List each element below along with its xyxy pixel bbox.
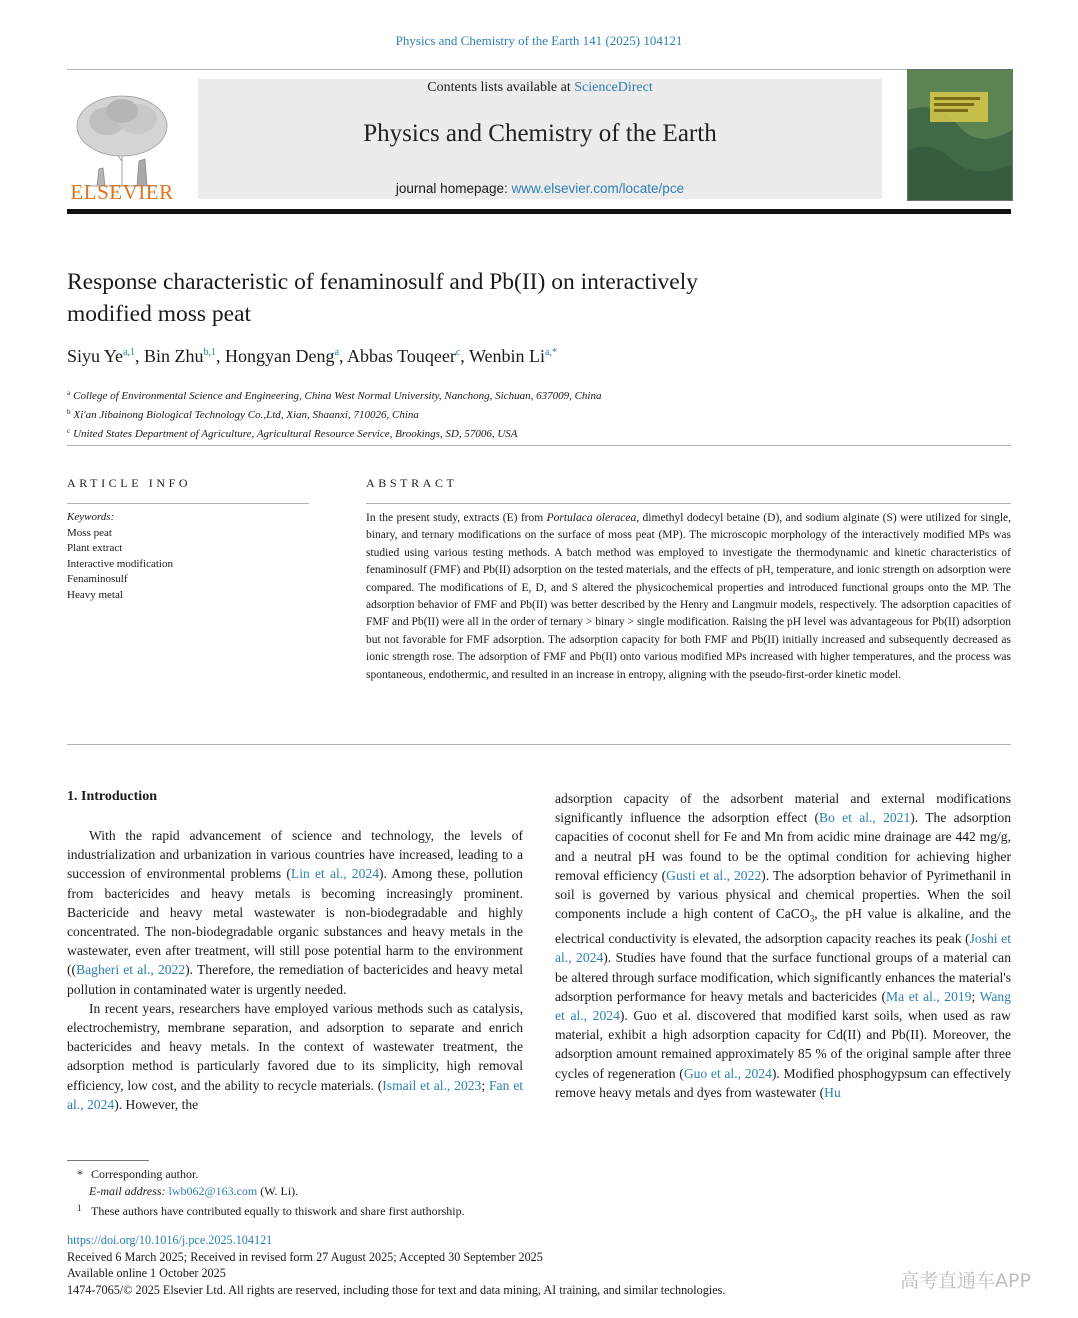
affiliation-item: $^b$ Xi'an Jibainong Biological Technology Co.,Ltd, Xian, Shaanxi, 710026, China	[67, 408, 419, 421]
article-title-line-1: Response characteristic of fenaminosulf and Pb(II) on interactively	[67, 269, 699, 295]
citation-link[interactable]: Ismail et al., 2023	[382, 1077, 482, 1093]
contents-line	[198, 80, 882, 96]
app-watermark: 高考直通车APP	[900, 1270, 1031, 1292]
header-thick-rule	[67, 209, 1011, 214]
body-column-left	[67, 826, 523, 1114]
citation-link[interactable]: Bo et al., 2021	[819, 810, 911, 826]
abstract-heading: ABSTRACT	[366, 476, 458, 490]
keyword-item: Moss peat	[67, 526, 112, 539]
footnote-corresponding: * Corresponding author.	[77, 1167, 199, 1181]
publication-info	[67, 1232, 1011, 1298]
affiliation-item: $^a$ College of Environmental Science and Engineering, China West Normal University, Nanchong, Sichuan, 637009, China	[67, 389, 602, 402]
body-column-right	[555, 789, 1011, 1102]
keywords-block	[67, 510, 307, 604]
keyword-item: Heavy metal	[67, 588, 123, 601]
affiliation-divider	[67, 445, 1011, 446]
abstract-text: In the present study, extracts (E) from Portulaca oleracea, dimethyl dodecyl betaine (D), and sodium alginate (S) were utilized for single, binary, and ternary modifications on the surface of moss peat (MP). The microscopic morphology of the interactively modified MPs was studied using various testing methods. A batch method was employed to investigate the thermodynamic and kinetic characteristics of fenaminosulf (FMF) and Pb(II) adsorption on the tested materials, and the effects of pH, temperature, and ionic strength on adsorption were compared. The modifications of E, D, and S altered the physicochemical properties and introduced functional groups onto the MP. The adsorption behavior of FMF and Pb(II) was better described by the Henry and Langmuir models, respectively. The adsorption capacities of FMF and Pb(II) were all in the order of ternary > binary > single modification. Raising the pH level was advantageous for Pb(II) adsorption but not favorable for FMF adsorption. The adsorption capacity for both FMF and Pb(II) initially increased and subsequently decreased as ionic strength rose. The adsorption of FMF and Pb(II) onto various modified MPs increased with higher temperatures, and the process was spontaneous, endothermic, and resulted in an increase in entropy, aligning with the pseudo-first-order kinetic model.	[366, 512, 1011, 681]
author-affiliation-marker[interactable]: c	[455, 347, 461, 358]
paragraph: In recent years, researchers have employed various methods such as catalysis, electrochemistry, membrane separation, and adsorption to separate and enrich bactericides and heavy metals. In the context of wastewater treatment, the adsorption method is particularly favored due to its simplicity, high removal efficiency, low cost, and the ability to recycle materials. (Ismail et al., 2023; Fan et al., 2024). However, the	[67, 1000, 523, 1112]
citation-link[interactable]: Wang et al., 2024	[555, 988, 1011, 1023]
article-info-divider	[67, 503, 309, 504]
copyright-line: 1474-7065/© 2025 Elsevier Ltd. All rights are reserved, including those for text and data mining, AI training, and similar technologies.	[67, 1282, 726, 1297]
paragraph: adsorption capacity of the adsorbent material and external modifications significantly influence the adsorption effect (Bo et al., 2021). The adsorption capacities of coconut shell for Fe and Mn from acidic mine drainage are 442 mg/g, and a neutral pH was found to be the optimal condition for achieving higher removal efficiency (Gusti et al., 2022). The adsorption behavior of Pyrimethanil in soil is governed by various physical and chemical properties. When the soil components include a high content of CaCO$_3$, the pH value is alkaline, and the electrical conductivity is elevated, the adsorption capacity reaches its peak (Joshi et al., 2024). Studies have found that the surface functional groups of a material can be altered through surface modification, which significantly enhances the material's adsorption performance for heavy metals and bactericides (Ma et al., 2019; Wang et al., 2024). Guo et al. discovered that modified karst soils, when used as raw material, exhibit a high adsorption capacity for Cd(II) and Pb(II). Moreover, the adsorption amount remained approximately 85 % of the original sample after three cycles of regeneration (Guo et al., 2024). Modified phosphogypsum can effectively remove heavy metals and dyes from wastewater (Hu	[555, 791, 1011, 1100]
article-title-line-2: modified moss peat	[67, 301, 252, 327]
article-title	[67, 266, 867, 330]
journal-name: Physics and Chemistry of the Earth	[363, 120, 717, 147]
homepage-line	[198, 181, 882, 196]
author-affiliation-marker[interactable]: b,1	[203, 347, 216, 358]
footnote-email: E-mail address: lwb062@163.com (W. Li).	[89, 1184, 299, 1198]
author-affiliation-marker[interactable]: a,1	[123, 347, 135, 358]
author-name[interactable]: Abbas Touqeer	[346, 346, 456, 366]
header-divider	[67, 69, 1011, 70]
author-name[interactable]: Siyu Ye	[67, 346, 124, 366]
footnotes	[67, 1166, 1011, 1220]
journal-homepage-link[interactable]: www.elsevier.com/locate/pce	[511, 181, 685, 196]
journal-cover-image	[907, 69, 1013, 201]
citation-link[interactable]: Guo et al., 2024	[683, 1065, 772, 1081]
elsevier-wordmark: ELSEVIER	[70, 180, 174, 204]
keyword-item: Fenaminosulf	[67, 573, 128, 586]
citation-link[interactable]: Gusti et al., 2022	[666, 867, 762, 883]
keyword-item: Interactive modification	[67, 557, 173, 570]
footnote-divider	[67, 1160, 149, 1161]
author-affiliation-marker[interactable]: a	[334, 347, 339, 358]
journal-reference-link[interactable]: Physics and Chemistry of the Earth 141 (2025) 104121	[395, 33, 683, 48]
citation-link[interactable]: Hu	[824, 1084, 841, 1100]
author-affiliation-marker[interactable]: a,*	[545, 347, 557, 358]
article-info-heading: ARTICLE INFO	[67, 476, 192, 490]
author-name[interactable]: Hongyan Deng	[225, 346, 335, 366]
paragraph: With the rapid advancement of science and technology, the levels of industrialization and urbanization in various countries have increased, leading to a succession of environmental problems (Lin et al., 2024). Among these, pollution from bactericides and heavy metals is becoming increasingly prominent. Bactericide and heavy metal wastewater is non-biodegradable and highly concentrated. The non-biodegradable organic substances and heavy metals in the wastewater, even after treatment, will still pose potential harm to the environment ((Bagheri et al., 2022). Therefore, the remediation of bactericides and heavy metal pollution in contaminated water is urgently needed.	[67, 828, 523, 997]
abstract-divider	[366, 503, 1011, 504]
affiliation-item: $^c$ United States Department of Agriculture, Agricultural Resource Service, Brookings, SD, 57006, USA	[67, 427, 518, 440]
author-name[interactable]: Bin Zhu	[143, 346, 204, 366]
citation-link[interactable]: Lin et al., 2024	[290, 866, 379, 882]
footnote-equal-contribution: 1 These authors have contributed equally to thiswork and share first authorship.	[77, 1203, 465, 1218]
species-name: Portulaca oleracea	[546, 512, 637, 524]
author-email-link[interactable]: lwb062@163.com	[168, 1184, 258, 1198]
doi-link[interactable]: https://doi.org/10.1016/j.pce.2025.104121	[67, 1233, 273, 1247]
affiliation-list	[67, 385, 1011, 442]
citation-link[interactable]: Fan et al., 2024	[67, 1077, 523, 1112]
available-online: Available online 1 October 2025	[67, 1266, 226, 1281]
author-name[interactable]: Wenbin Li	[468, 346, 546, 366]
author-list: Siyu Ye$^{a,1}$, Bin Zhu$^{b,1}$, Hongyan Deng$^a$, Abbas Touqeer$^c$, Wenbin $Li^{a,*}$	[67, 346, 557, 366]
received-dates: Received 6 March 2025; Received in revised form 27 August 2025; Accepted 30 September 2025	[67, 1249, 543, 1264]
citation-link[interactable]: Bagheri et al., 2022	[76, 962, 186, 978]
section-heading-introduction: 1. Introduction	[67, 789, 157, 804]
citation-link[interactable]: Joshi et al., 2024	[555, 931, 1011, 966]
homepage-prefix: journal homepage:	[395, 181, 512, 196]
abstract-end-divider	[67, 744, 1011, 745]
keywords-label: Keywords:	[67, 511, 115, 523]
keyword-item: Plant extract	[67, 542, 123, 555]
contents-prefix: Contents lists available at	[427, 80, 575, 95]
sciencedirect-link[interactable]: ScienceDirect	[574, 80, 653, 95]
citation-link[interactable]: Ma et al., 2019	[886, 988, 972, 1004]
